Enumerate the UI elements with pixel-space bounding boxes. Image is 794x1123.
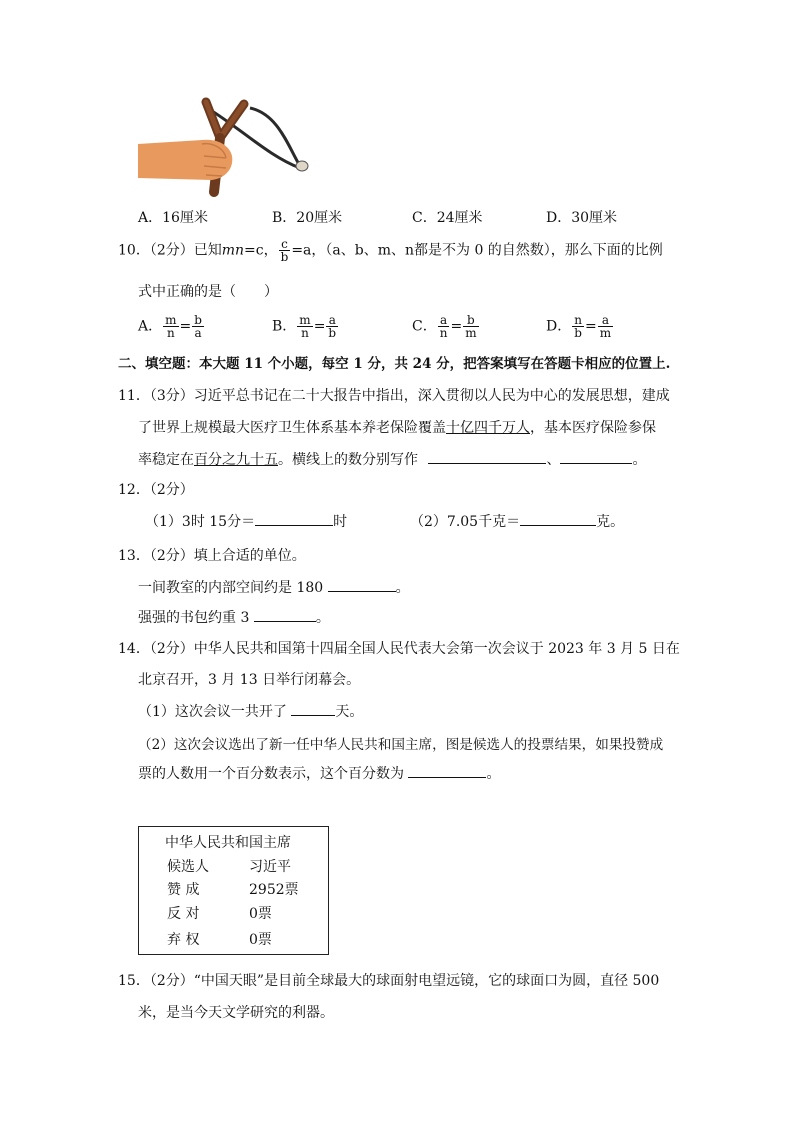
q11-line2: 了世界上规模最大医疗卫生体系基本养老保险覆盖十亿四千万人，基本医疗保险参保 <box>138 420 656 436</box>
question-number: 12． <box>118 482 150 498</box>
q15-line2: 米，是当今天文学研究的利器。 <box>138 1005 334 1021</box>
answer-blank[interactable] <box>255 511 333 526</box>
question-score: （2分） <box>149 482 194 498</box>
vote-row-label: 赞 成 <box>167 882 200 898</box>
q9-options <box>138 207 678 227</box>
q10-stem: 10．（2分）已知mn=c， $\frac{c}{b}$ =a，（a、b、m、n都是不为 0 的自然数），那么下面的比例 <box>118 237 663 264</box>
slingshot-illustration <box>138 96 318 198</box>
vote-row-value: 0票 <box>249 906 272 922</box>
question-number: 11． <box>118 388 150 404</box>
question-score: （2分） <box>149 548 194 564</box>
question-number: 10． <box>118 242 150 259</box>
q11-line3: 率稳定在百分之九十五。横线上的数分别写作 、 。 <box>138 449 646 469</box>
vote-row-label: 反 对 <box>167 906 200 922</box>
q9-option-b[interactable]: B．20厘米 <box>272 210 343 226</box>
q13-line2: 强强的书包约重 3 。 <box>138 607 330 627</box>
vote-row-value: 0票 <box>249 932 272 948</box>
q9-option-d[interactable]: D．30厘米 <box>546 210 618 226</box>
answer-blank[interactable] <box>560 449 632 464</box>
question-score: （2分） <box>149 641 194 657</box>
vote-result-table <box>138 826 329 955</box>
question-score: （2分） <box>149 242 194 259</box>
section-heading: 二、填空题：本大题 11 个小题，每空 1 分，共 24 分，把答案填写在答题卡相应的位置上. <box>118 356 671 372</box>
q12-part1: （1）3时 15分＝ 时 <box>145 511 347 531</box>
vote-row-label: 候选人 <box>167 859 209 875</box>
q12-header <box>118 479 194 499</box>
question-number: 14． <box>118 641 150 657</box>
q11-line1: 11．（3分）习近平总书记在二十大报告中指出，深入贯彻以人民为中心的发展思想，建成 <box>118 388 670 404</box>
answer-blank[interactable] <box>520 511 596 526</box>
q10-options <box>138 310 678 344</box>
q14-part2-line2: 票的人数用一个百分数表示，这个百分数为 。 <box>138 763 500 783</box>
q14-line2: 北京召开，3 月 13 日举行闭幕会。 <box>138 672 361 688</box>
answer-blank[interactable] <box>291 701 335 716</box>
q14-part2-line1: （2）这次会议选出了新一任中华人民共和国主席，图是候选人的投票结果，如果投赞成 <box>138 737 664 753</box>
q9-option-c[interactable]: C．24厘米 <box>412 210 483 226</box>
q13-header: 13．（2分）填上合适的单位。 <box>118 548 306 564</box>
vote-row-label: 弃 权 <box>167 932 200 948</box>
q10-option-a[interactable]: A． $\frac{m}{n}$ = $\frac{b}{a}$ <box>138 313 202 340</box>
answer-blank[interactable] <box>428 449 546 464</box>
q10-option-c[interactable]: C． $\frac{a}{n}$ = $\frac{b}{m}$ <box>412 313 477 340</box>
vote-table-title: 中华人民共和国主席 <box>165 835 291 851</box>
q10-stem-line2: 式中正确的是（ ） <box>138 284 278 300</box>
answer-blank[interactable] <box>328 577 396 592</box>
fraction-c-over-b: $\frac{c}{b}$ <box>280 237 289 264</box>
q10-option-d[interactable]: D． $\frac{n}{b}$ = $\frac{a}{m}$ <box>546 313 612 340</box>
vote-row-value: 2952票 <box>249 882 299 898</box>
q15-line1: 15．（2分）“中国天眼”是目前全球最大的球面射电望远镜，它的球面口为圆，直径 500 <box>118 973 660 989</box>
q10-option-b[interactable]: B． $\frac{m}{n}$ = $\frac{a}{b}$ <box>272 313 337 340</box>
q14-part1: （1）这次会议一共开了 天。 <box>138 701 363 721</box>
vote-row-value: 习近平 <box>249 859 291 875</box>
question-score: （2分） <box>149 973 194 989</box>
question-score: （3分） <box>149 388 194 404</box>
question-number: 15． <box>118 973 150 989</box>
q12-part2: （2）7.05千克＝ 克。 <box>410 511 624 531</box>
q13-line1: 一间教室的内部空间约是 180 。 <box>138 577 410 597</box>
q9-option-a[interactable]: A．16厘米 <box>138 210 208 226</box>
answer-blank[interactable] <box>408 763 486 778</box>
question-number: 13． <box>118 548 150 564</box>
q14-line1: 14．（2分）中华人民共和国第十四届全国人民代表大会第一次会议于 2023 年 3 月 5 日在 <box>118 641 680 657</box>
answer-blank[interactable] <box>254 607 316 622</box>
